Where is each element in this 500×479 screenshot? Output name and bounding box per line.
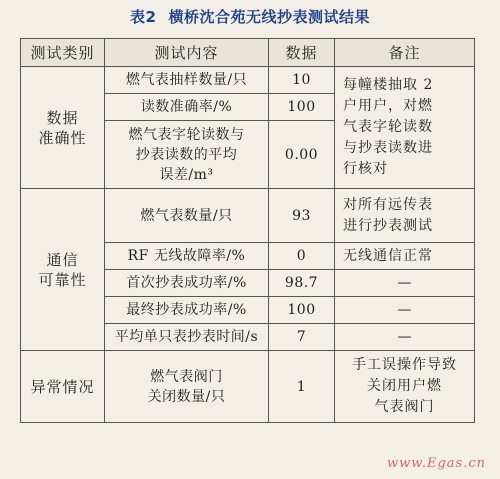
row-item: 平均单只表抄表时间/s [105, 324, 269, 351]
header-row [21, 39, 475, 67]
row-value: 7 [269, 324, 335, 351]
row-value: 100 [269, 297, 335, 324]
table-row [21, 189, 475, 243]
row-item: 燃气表阀门 关闭数量/只 [105, 351, 269, 423]
header-note: 备注 [335, 39, 475, 67]
row-item: 燃气表数量/只 [105, 189, 269, 243]
category-accuracy: 数据 准确性 [21, 67, 105, 189]
note-dash: — [335, 270, 475, 297]
note-reliability-1: 对所有远传表 进行抄表测试 [335, 189, 475, 243]
row-item: 燃气表字轮读数与 抄表读数的平均 误差/m³ [105, 121, 269, 189]
table-title-text: 横桥沈合苑无线抄表测试结果 [168, 8, 370, 26]
results-table [20, 38, 475, 423]
table-number: 表2 [130, 8, 157, 26]
note-accuracy: 每幢楼抽取 2 户用户，对燃 气表字轮读数 与抄表读数进 行核对 [335, 67, 475, 189]
row-item: 读数准确率/% [105, 94, 269, 121]
row-value: 100 [269, 94, 335, 121]
note-dash: — [335, 297, 475, 324]
row-value: 93 [269, 189, 335, 243]
category-reliability: 通信 可靠性 [21, 189, 105, 351]
note-anomaly: 手工误操作导致 关闭用户燃 气表阀门 [335, 351, 475, 423]
header-data: 数据 [269, 39, 335, 67]
row-value: 10 [269, 67, 335, 94]
header-content: 测试内容 [105, 39, 269, 67]
watermark: www.Egas.cn [387, 456, 486, 471]
row-value: 1 [269, 351, 335, 423]
row-value: 98.7 [269, 270, 335, 297]
header-category: 测试类别 [21, 39, 105, 67]
row-item: 最终抄表成功率/% [105, 297, 269, 324]
table-title [0, 6, 500, 27]
table-row [21, 351, 475, 423]
table-row [21, 67, 475, 94]
row-value: 0.00 [269, 121, 335, 189]
row-value: 0 [269, 243, 335, 270]
row-item: 首次抄表成功率/% [105, 270, 269, 297]
note-dash: — [335, 324, 475, 351]
note-reliability-2: 无线通信正常 [335, 243, 475, 270]
category-anomaly: 异常情况 [21, 351, 105, 423]
row-item: 燃气表抽样数量/只 [105, 67, 269, 94]
row-item: RF 无线故障率/% [105, 243, 269, 270]
